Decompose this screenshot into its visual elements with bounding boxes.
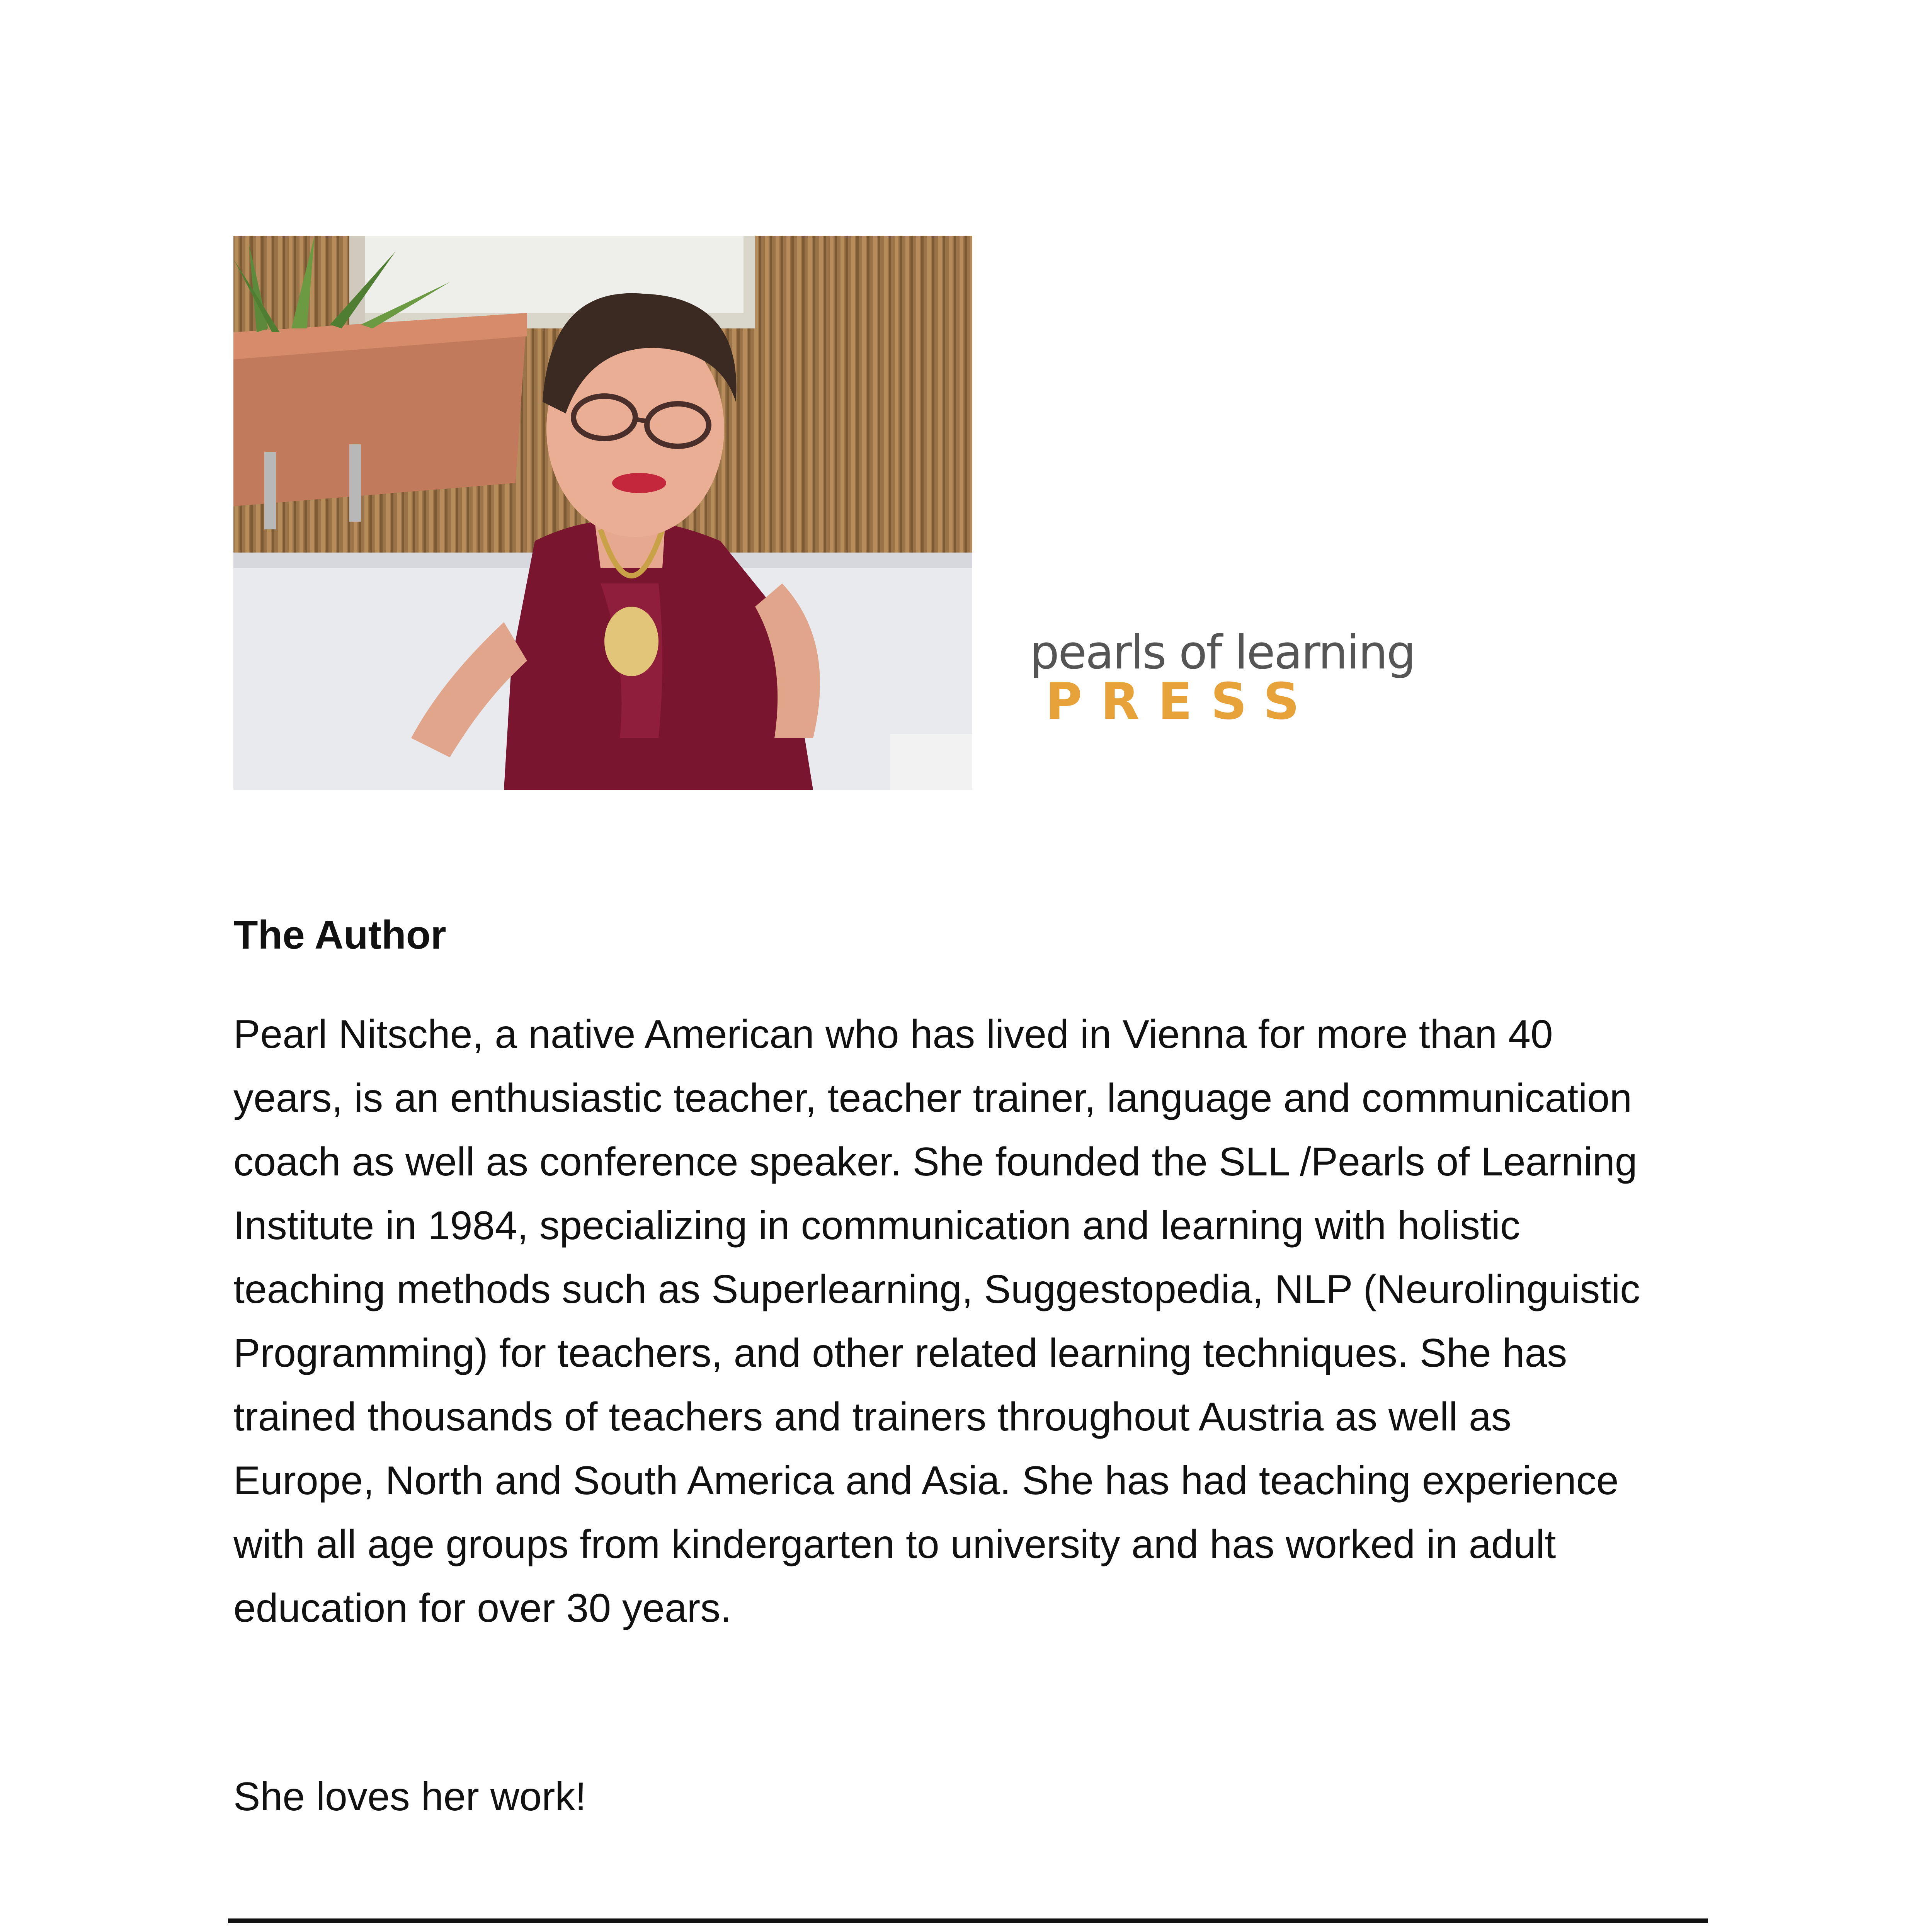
- publisher-logo: [1030, 626, 1416, 731]
- body-line: years, is an enthusiastic teacher, teacher trainer, language and communication: [233, 1076, 1632, 1121]
- author-photo-illustration: [233, 236, 972, 790]
- body-line: teaching methods such as Superlearning, Suggestopedia, NLP (Neurolinguistic: [233, 1267, 1640, 1312]
- author-biography: [233, 1003, 1710, 1640]
- body-line: Institute in 1984, specializing in communication and learning with holistic: [233, 1203, 1520, 1248]
- body-line: education for over 30 years.: [233, 1586, 732, 1631]
- section-heading: The Author: [233, 913, 446, 957]
- logo-line2: PRESS: [1045, 672, 1318, 731]
- closing-sentence: She loves her work!: [233, 1774, 587, 1819]
- logo-line1: pearls of learning: [1030, 626, 1415, 680]
- body-line: Europe, North and South America and Asia. She has had teaching experience: [233, 1458, 1619, 1503]
- body-line: coach as well as conference speaker. She founded the SLL /Pearls of Learning: [233, 1139, 1637, 1184]
- body-line: Pearl Nitsche, a native American who has lived in Vienna for more than 40: [233, 1012, 1553, 1057]
- body-line: with all age groups from kindergarten to university and has worked in adult: [233, 1522, 1556, 1567]
- publisher-logo-graphic: [1030, 626, 1416, 731]
- horizontal-divider: [228, 1918, 1708, 1923]
- body-line: trained thousands of teachers and trainers throughout Austria as well as: [233, 1395, 1511, 1439]
- body-line: Programming) for teachers, and other related learning techniques. She has: [233, 1331, 1567, 1376]
- author-photo: [233, 236, 972, 790]
